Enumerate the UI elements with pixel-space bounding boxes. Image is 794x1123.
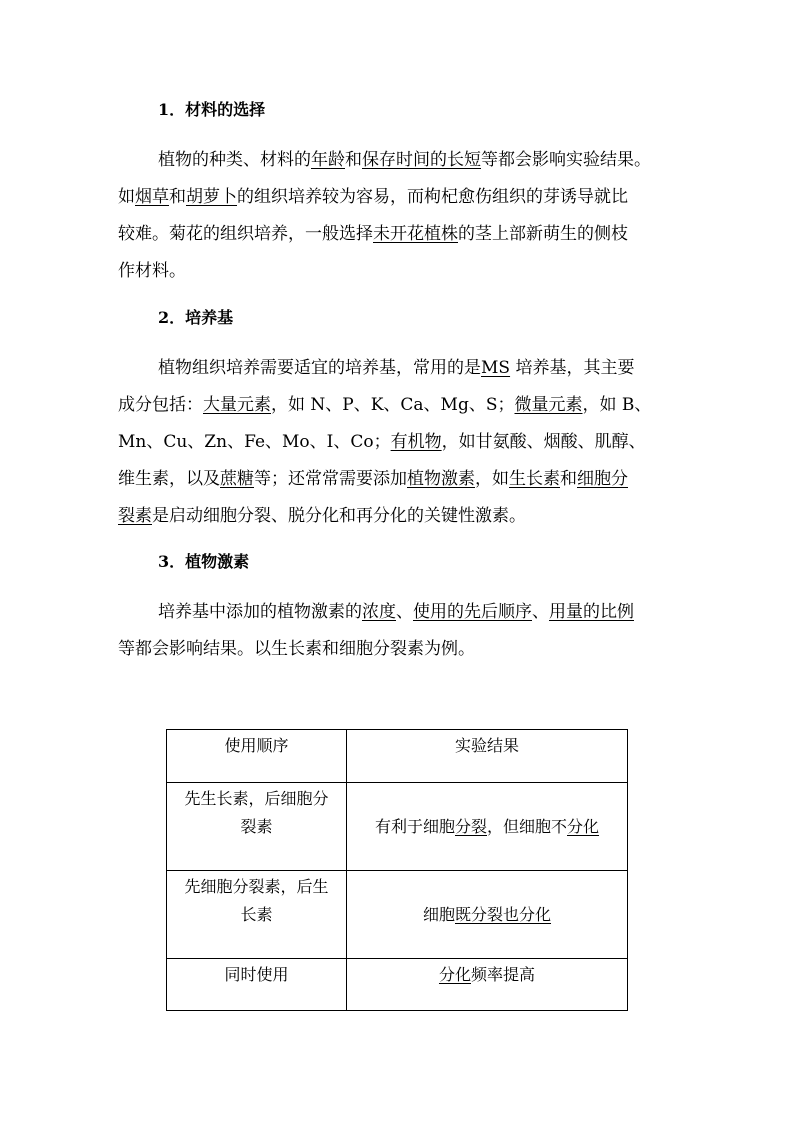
underlined-term: 未开花植株 xyxy=(373,224,458,244)
paragraph-plant-hormones xyxy=(118,594,678,668)
table-cell-order xyxy=(167,871,347,959)
text-line xyxy=(118,594,678,631)
cell-text-line: 先细胞分裂素，后生 xyxy=(184,877,329,896)
underlined-term: 胡萝卜 xyxy=(186,187,237,207)
table-cell-order xyxy=(167,783,347,871)
text-line xyxy=(118,461,678,498)
text-line xyxy=(118,179,678,216)
section-heading-material-selection: 1．材料的选择 xyxy=(158,100,266,119)
text-line xyxy=(118,142,678,179)
section-heading-culture-medium: 2．培养基 xyxy=(158,308,234,327)
underlined-term: 生长素 xyxy=(509,469,560,489)
text-run: 等都会影响实验结果。 xyxy=(481,150,651,170)
text-run: 、 xyxy=(396,602,413,622)
text-run: 有利于细胞 xyxy=(374,816,455,836)
table-cell-result xyxy=(347,959,628,1011)
cell-text-line: 长素 xyxy=(240,905,273,924)
underlined-term: 分化 xyxy=(438,965,471,984)
text-line xyxy=(118,387,678,424)
text-run: 、 xyxy=(532,602,549,622)
underlined-term: 裂素 xyxy=(118,506,152,526)
text-run: 植物组织培养需要适宜的培养基，常用的是 xyxy=(158,358,481,378)
text-line xyxy=(118,216,678,253)
text-run: 和 xyxy=(560,469,577,489)
text-run: 培养基，其主要 xyxy=(510,358,635,378)
table-header-row xyxy=(167,730,628,783)
table-cell-order xyxy=(167,959,347,1011)
underlined-term: 使用的先后顺序 xyxy=(413,602,532,622)
text-line xyxy=(118,253,678,290)
underlined-term: 分化 xyxy=(567,816,600,836)
text-run: 植物的种类、材料的 xyxy=(158,150,311,170)
section-heading-plant-hormones: 3．植物激素 xyxy=(158,552,250,571)
underlined-term: 大量元素 xyxy=(203,395,271,415)
underlined-term: 分裂 xyxy=(454,816,487,836)
underlined-term: 用量的比例 xyxy=(549,602,634,622)
text-run: 等；还常常需要添加 xyxy=(254,469,407,489)
text-line xyxy=(118,631,678,668)
text-run: 的组织培养较为容易，而枸杞愈伤组织的芽诱导就比 xyxy=(237,187,628,207)
text-run: ，如 B、 xyxy=(582,395,652,415)
hormone-order-results-table xyxy=(166,729,628,1011)
paragraph-culture-medium xyxy=(118,350,678,535)
text-run: 细胞 xyxy=(422,904,455,924)
table-cell-result xyxy=(347,730,628,783)
text-run: 和 xyxy=(169,187,186,207)
text-run: 成分包括： xyxy=(118,395,203,415)
paragraph-material-selection xyxy=(118,142,678,290)
text-run: 作材料。 xyxy=(118,261,186,281)
table-cell-result xyxy=(347,783,628,871)
text-run: 较难。菊花的组织培养，一般选择 xyxy=(118,224,373,244)
underlined-term: MS xyxy=(481,358,511,378)
text-run: Mn、Cu、Zn、Fe、Mo、I、Co； xyxy=(118,432,391,452)
underlined-term: 浓度 xyxy=(362,602,396,622)
text-run: 如 xyxy=(118,187,135,207)
table-cell-order xyxy=(167,730,347,783)
table-row xyxy=(167,959,628,1011)
underlined-term: 植物激素 xyxy=(407,469,475,489)
underlined-term: 微量元素 xyxy=(514,395,583,415)
text-run: 实验结果 xyxy=(454,736,519,755)
text-run: 维生素，以及 xyxy=(118,469,220,489)
table-row xyxy=(167,871,628,959)
text-run: ，如 N、P、K、Ca、Mg、S； xyxy=(271,395,515,415)
underlined-term: 蔗糖 xyxy=(220,469,254,489)
text-line xyxy=(118,498,678,535)
underlined-term: 年龄 xyxy=(311,150,345,170)
underlined-term: 有机物 xyxy=(390,432,442,452)
table-cell-result xyxy=(347,871,628,959)
underlined-term: 细胞分 xyxy=(577,469,628,489)
text-run: ，如 xyxy=(475,469,509,489)
text-run: ，如甘氨酸、烟酸、肌醇、 xyxy=(441,432,646,452)
cell-text-line: 先生长素，后细胞分 xyxy=(184,789,329,808)
text-run: 等都会影响结果。以生长素和细胞分裂素为例。 xyxy=(118,639,475,659)
underlined-term: 保存时间的长短 xyxy=(362,150,481,170)
underlined-term: 烟草 xyxy=(135,187,169,207)
text-run: 培养基中添加的植物激素的 xyxy=(158,602,362,622)
underlined-term: 既分裂也分化 xyxy=(455,904,552,924)
text-run: 是启动细胞分裂、脱分化和再分化的关键性激素。 xyxy=(152,506,526,526)
text-run: ，但细胞不 xyxy=(487,816,568,836)
text-run: 频率提高 xyxy=(471,965,536,984)
text-run: 的茎上部新萌生的侧枝 xyxy=(458,224,628,244)
cell-text-line: 使用顺序 xyxy=(224,736,289,755)
text-line xyxy=(118,424,678,461)
cell-text-line: 同时使用 xyxy=(224,965,289,984)
text-line xyxy=(118,350,678,387)
text-run: 和 xyxy=(345,150,362,170)
table-row xyxy=(167,783,628,871)
cell-text-line: 裂素 xyxy=(240,817,273,836)
